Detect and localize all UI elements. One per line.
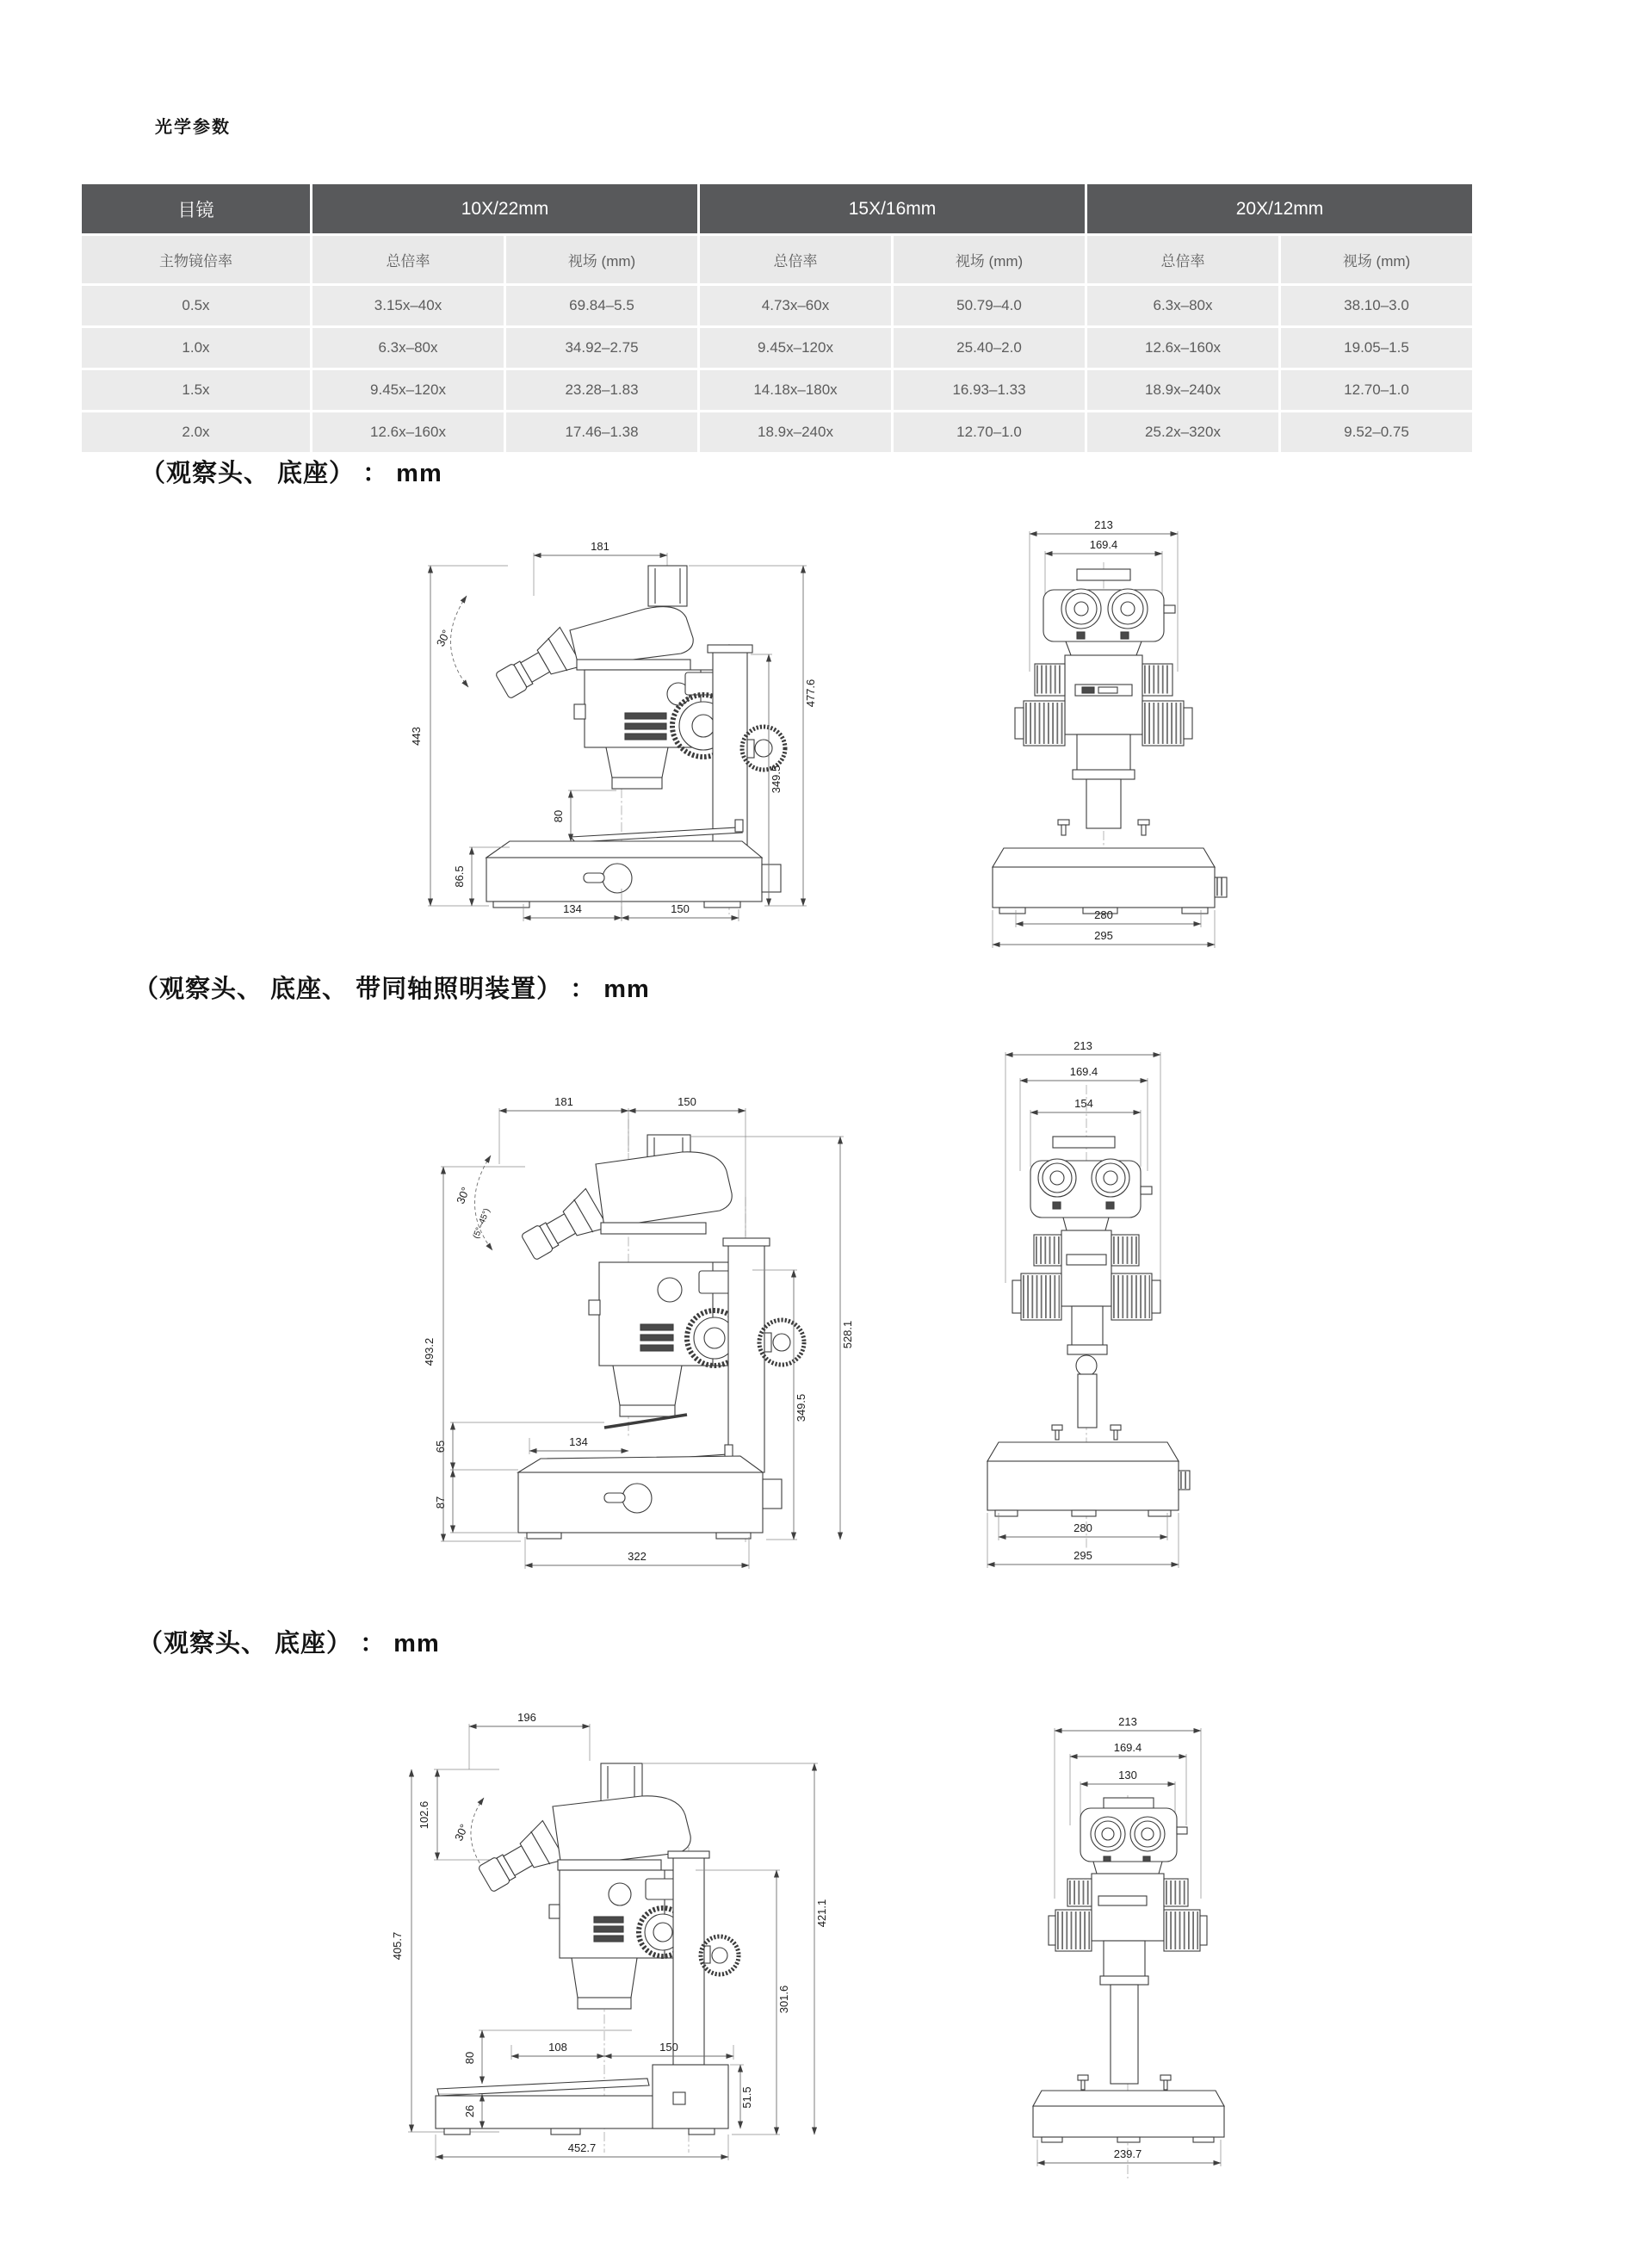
front-view-diagram-2: [981, 1033, 1240, 1584]
dim-label-clearance: 80: [463, 2051, 476, 2065]
dim-label-span-left: 181: [554, 1095, 573, 1108]
table-row-mag: 0.5x: [82, 286, 310, 325]
table-cell: 18.9x–240x: [1087, 370, 1278, 410]
table-row-mag: 2.0x: [82, 412, 310, 452]
dim-label-width-inner: 169.4: [1069, 1065, 1098, 1078]
dim-label-base-top-width: 280: [1073, 1521, 1092, 1534]
dim-label-column-height: 349.5: [795, 1393, 807, 1422]
dim-label-head-width: 154: [1074, 1097, 1093, 1110]
dim-label-height-right: 421.1: [815, 1899, 828, 1928]
dim-label-width-inner: 169.4: [1113, 1741, 1142, 1754]
page-title: 光学参数: [155, 118, 231, 137]
table-cell: 9.45x–120x: [312, 370, 504, 410]
dim-label-clearance: 65: [434, 1440, 447, 1453]
front-view-diagram-3: [990, 1696, 1248, 2213]
table-cell: 50.79–4.0: [894, 286, 1085, 325]
section-1-heading: （观察头、 底座） ： mm: [140, 460, 442, 487]
table-cell: 23.28–1.83: [506, 370, 697, 410]
table-cell: 12.6x–160x: [1087, 328, 1278, 368]
dim-label-base-width: 322: [628, 1550, 647, 1563]
table-cell: 12.70–1.0: [1281, 370, 1472, 410]
optical-parameters-table: [82, 184, 1472, 452]
dim-label-base-front: 134: [569, 1435, 588, 1448]
dim-label-angle: 30°: [433, 627, 454, 649]
dim-label-span: 181: [591, 540, 609, 553]
dim-label-angle: 30°: [454, 1185, 473, 1206]
dim-label-width-outer: 213: [1073, 1039, 1092, 1052]
dim-label-column-height: 301.6: [777, 1985, 790, 2014]
table-cell: 14.18x–180x: [700, 370, 891, 410]
dim-label-head-width: 130: [1118, 1769, 1137, 1781]
table-cell: 16.93–1.33: [894, 370, 1085, 410]
table-cell: 4.73x–60x: [700, 286, 891, 325]
table-cell: 25.40–2.0: [894, 328, 1085, 368]
dim-label-base-rear: 150: [659, 2041, 678, 2054]
table-cell: 6.3x–80x: [1087, 286, 1278, 325]
table-subheader-objective: 主物镜倍率: [82, 236, 310, 283]
table-cell: 34.92–2.75: [506, 328, 697, 368]
dim-label-height-left: 405.7: [391, 1931, 404, 1961]
table-cell: 18.9x–240x: [700, 412, 891, 452]
table-header-group-15x: 15X/16mm: [700, 184, 1085, 233]
table-header-eyepiece: 目镜: [82, 184, 310, 233]
dim-label-span-right: 150: [678, 1095, 696, 1108]
table-cell: 9.52–0.75: [1281, 412, 1472, 452]
table-header-group-10x: 10X/22mm: [312, 184, 697, 233]
table-cell: 9.45x–120x: [700, 328, 891, 368]
dim-label-base-right-height: 51.5: [740, 2086, 753, 2109]
section-2-heading: （观察头、 底座、 带同轴照明装置） ： mm: [133, 976, 650, 1003]
dim-label-span: 196: [517, 1711, 536, 1724]
dim-label-column-height: 349.5: [770, 765, 783, 794]
dim-label-base-height: 87: [434, 1496, 447, 1509]
dim-label-clearance: 80: [552, 809, 565, 823]
dim-label-angle: 30°: [452, 1822, 471, 1843]
table-subheader-fov: 视场 (mm): [506, 236, 697, 283]
side-view-diagram-2: [379, 1068, 878, 1584]
table-cell: 69.84–5.5: [506, 286, 697, 325]
table-subheader-fov: 视场 (mm): [1281, 236, 1472, 283]
table-cell: 6.3x–80x: [312, 328, 504, 368]
dim-label-angle-range: (5°–45°): [471, 1206, 492, 1241]
table-cell: 25.2x–320x: [1087, 412, 1278, 452]
table-row-mag: 1.5x: [82, 370, 310, 410]
dim-label-height-left: 443: [410, 727, 423, 746]
dim-label-base-front: 108: [548, 2041, 567, 2054]
dim-label-base-height: 86.5: [453, 865, 466, 888]
dim-label-height-left: 493.2: [423, 1337, 436, 1366]
dim-label-height-right: 528.1: [841, 1320, 854, 1349]
dim-label-width-inner: 169.4: [1089, 538, 1118, 551]
table-cell: 38.10–3.0: [1281, 286, 1472, 325]
table-subheader-mag: 总倍率: [1087, 236, 1278, 283]
dim-label-base-rear: 150: [671, 902, 690, 915]
table-cell: 19.05–1.5: [1281, 328, 1472, 368]
dim-label-base-height: 26: [463, 2104, 476, 2118]
table-header-group-20x: 20X/12mm: [1087, 184, 1472, 233]
dim-label-width-outer: 213: [1094, 518, 1113, 531]
dim-label-base-width: 295: [1094, 929, 1113, 942]
dim-label-base-top-width: 280: [1094, 908, 1113, 921]
section-3-heading: （观察头、 底座） ： mm: [138, 1630, 440, 1657]
dim-label-height-right: 477.6: [804, 678, 817, 708]
table-cell: 12.70–1.0: [894, 412, 1085, 452]
side-view-diagram-1: [362, 517, 844, 930]
front-view-diagram-1: [973, 512, 1248, 960]
table-subheader-fov: 视场 (mm): [894, 236, 1085, 283]
side-view-diagram-3: [379, 1688, 913, 2178]
table-subheader-mag: 总倍率: [700, 236, 891, 283]
dim-label-base-width: 239.7: [1113, 2147, 1142, 2160]
dim-label-width-outer: 213: [1118, 1715, 1137, 1728]
table-cell: 17.46–1.38: [506, 412, 697, 452]
table-row-mag: 1.0x: [82, 328, 310, 368]
dim-label-base-width: 295: [1073, 1549, 1092, 1562]
dim-label-eyepiece-height: 102.6: [418, 1800, 430, 1830]
dim-label-base-front: 134: [563, 902, 582, 915]
dim-label-base-width: 452.7: [567, 2141, 597, 2154]
table-cell: 3.15x–40x: [312, 286, 504, 325]
table-cell: 12.6x–160x: [312, 412, 504, 452]
table-subheader-mag: 总倍率: [312, 236, 504, 283]
